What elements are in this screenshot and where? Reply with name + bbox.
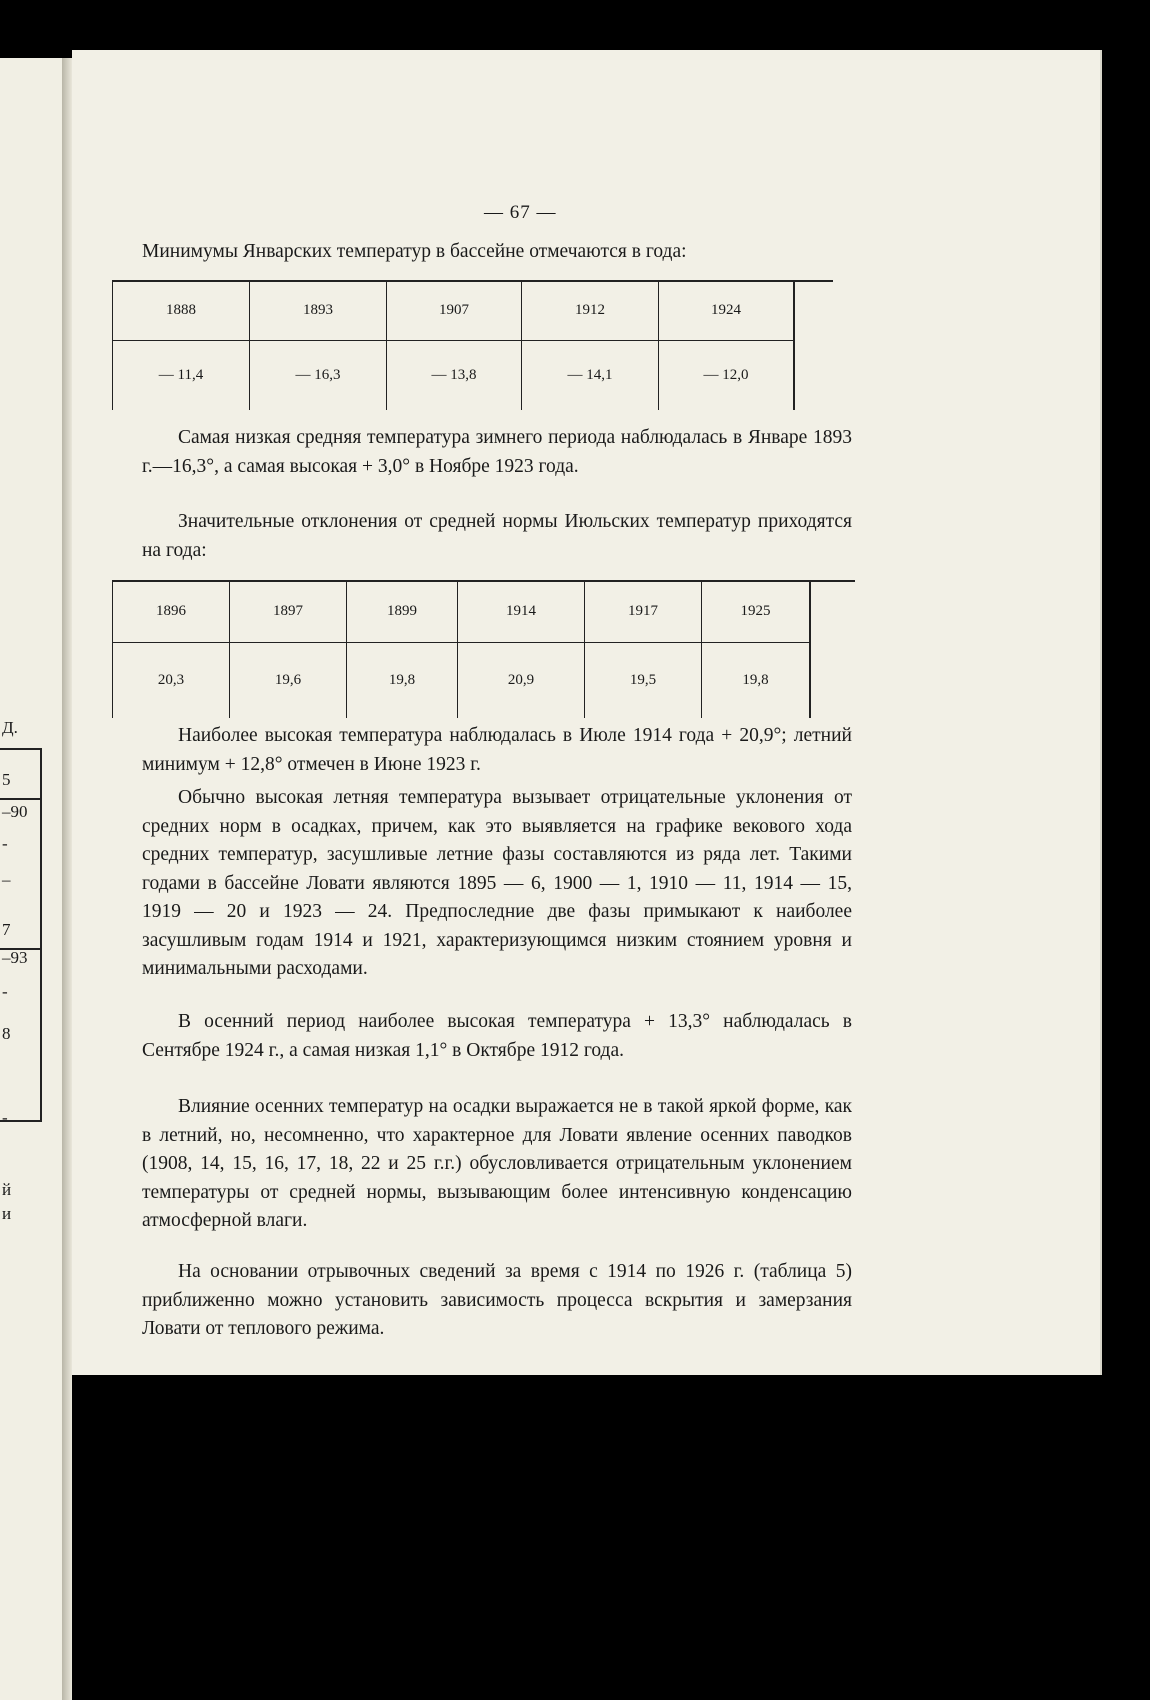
paragraph-final (142, 1258, 852, 1344)
paragraph-autumn-text: В осенний период наиболее высокая температура + 13,3° наблюдалась в Сентябре 1924 г., а самая низкая 1,1° в Октябре 1912 года. (142, 1011, 852, 1061)
value-cell: — 12,0 (659, 340, 795, 410)
value-cell: 19,5 (585, 642, 702, 718)
paragraph-autumn (142, 1008, 852, 1065)
paragraph-influence (142, 1093, 852, 1236)
left-fragment: й (2, 1180, 12, 1199)
page-gutter (62, 58, 72, 1700)
paragraph-final-text: На основании отрывочных сведений за время с 1914 по 1926 г. (таблица 5) приближенно можно установить зависимость процесса вскрытия и замерзания Ловати от теплового режима. (142, 1261, 852, 1339)
intro-january-text: Минимумы Январских температур в бассейне отмечаются в года: (142, 241, 687, 262)
value-cell: 19,8 (347, 642, 458, 718)
year-cell: 1914 (458, 582, 585, 642)
july-table (112, 582, 811, 718)
paragraph-winter-text: Самая низкая средняя температура зимнего периода наблюдалась в Январе 1893 г.—16,3°, а самая высокая + 3,0° в Ноябре 1923 года. (142, 427, 852, 477)
paragraph-summer (142, 722, 852, 779)
year-cell: 1924 (659, 282, 795, 340)
paragraph-summer-text: Наиболее высокая температура наблюдалась в Июле 1914 года + 20,9°; летний минимум + 12,8° отмечен в Июне 1923 г. (142, 725, 852, 775)
table-rule (0, 798, 42, 800)
table-header-row (113, 282, 795, 340)
january-table (112, 282, 795, 410)
intro-january (142, 238, 852, 267)
left-fragment: и (2, 1204, 12, 1223)
table-rule (0, 748, 42, 750)
table-header-row (113, 582, 811, 642)
paragraph-phases (142, 784, 852, 984)
left-fragment: Д. (2, 718, 18, 737)
left-fragment: - (2, 1108, 8, 1127)
value-cell: — 13,8 (387, 340, 522, 410)
year-cell: 1907 (387, 282, 522, 340)
page-number: — 67 — (484, 202, 557, 223)
year-cell: 1897 (230, 582, 347, 642)
left-fragment: - (2, 982, 8, 1001)
left-fragment: 8 (2, 1024, 11, 1043)
year-cell: 1888 (113, 282, 250, 340)
left-fragment: 5 (2, 770, 11, 789)
left-fragment: –93 (2, 948, 28, 967)
paragraph-winter (142, 424, 852, 481)
page (72, 50, 1102, 1375)
year-cell: 1896 (113, 582, 230, 642)
year-cell: 1893 (250, 282, 387, 340)
intro-july (142, 508, 852, 565)
paragraph-influence-text: Влияние осенних температур на осадки выражается не в такой яркой форме, как в летний, но, несомненно, что характерное для Ловати явление осенних паводков (1908, 14, 15, 16, 17, 18, 22 и 25 г.г.) обусловливается отрицательным уклонением температуры от средней нормы, вызывающим более интенсивную конденсацию атмосферной влаги. (142, 1096, 852, 1231)
value-cell: — 16,3 (250, 340, 387, 410)
left-fragment: 7 (2, 920, 11, 939)
value-cell: — 14,1 (522, 340, 659, 410)
value-cell: — 11,4 (113, 340, 250, 410)
year-cell: 1925 (702, 582, 811, 642)
left-page-fragment (0, 58, 64, 1700)
left-fragment: - (2, 834, 8, 853)
table-border (40, 748, 42, 1120)
value-cell: 19,6 (230, 642, 347, 718)
year-cell: 1899 (347, 582, 458, 642)
left-fragment: –90 (2, 802, 28, 821)
value-cell: 19,8 (702, 642, 811, 718)
value-cell: 20,3 (113, 642, 230, 718)
table-row (113, 642, 811, 718)
intro-july-text: Значительные отклонения от средней нормы Июльских температур приходятся на года: (142, 511, 852, 561)
left-fragment: – (2, 870, 11, 889)
value-cell: 20,9 (458, 642, 585, 718)
year-cell: 1912 (522, 282, 659, 340)
paragraph-phases-text: Обычно высокая летняя температура вызывает отрицательные уклонения от средних норм в осадках, причем, как это выявляется на графике векового хода средних температур, засушливые летние фазы составляются из ряда лет. Такими годами в бассейне Ловати являются 1895 — 6, 1900 — 1, 1910 — 11, 1914 — 15, 1919 — 20 и 1923 — 24. Предпоследние две фазы примыкают к наиболее засушливым годам 1914 и 1921, характеризующимся низким стоянием уровня и минимальными расходами. (142, 787, 852, 979)
year-cell: 1917 (585, 582, 702, 642)
table-row (113, 340, 795, 410)
